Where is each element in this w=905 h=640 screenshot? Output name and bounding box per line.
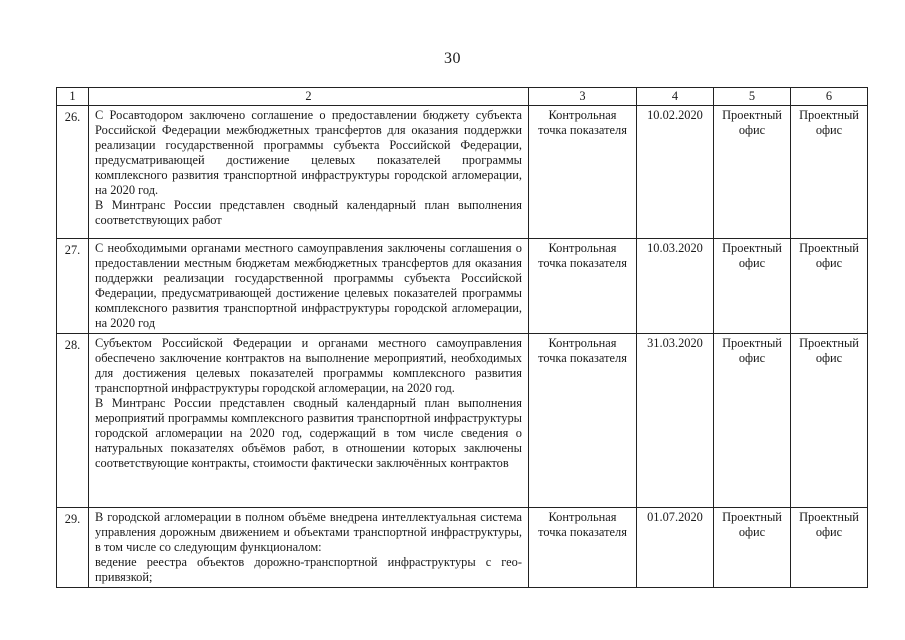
row-col5: Проектный офис [714,508,791,588]
row-col6: Проектный офис [791,239,868,334]
row-description [89,239,529,334]
row-date: 31.03.2020 [637,334,714,508]
description-paragraph: Субъектом Российской Федерации и органами местного самоуправления обеспечено заключение контрактов на выполнение мероприятий, необходимых для достижения целевых показателей программы комплексного развития транспортной инфраструктуры городской агломерации, на 2020 год. [95,336,522,395]
row-date: 10.02.2020 [637,106,714,239]
column-header-5: 5 [714,88,791,106]
description-paragraph: ведение реестра объектов дорожно-транспортной инфраструктуры с гео-привязкой; [95,555,522,584]
row-col5: Проектный офис [714,106,791,239]
row-col5: Проектный офис [714,239,791,334]
row-date: 10.03.2020 [637,239,714,334]
row-number: 26. [57,106,89,239]
row-number: 29. [57,508,89,588]
row-type: Контрольная точка показателя [529,239,637,334]
row-col6: Проектный офис [791,106,868,239]
row-description [89,508,529,588]
milestones-table [56,87,868,588]
description-paragraph: С необходимыми органами местного самоуправления заключены соглашения о предоставлении местным бюджетам межбюджетных трансфертов для оказания поддержки реализации государственной программы субъекта Российской Федерации, предусматривающей достижение целевых показателей программы комплексного развития транспортной инфраструктуры городской агломерации, на 2020 год [95,241,522,330]
table-row [57,334,868,508]
row-col6: Проектный офис [791,508,868,588]
table-header-row [57,88,868,106]
row-type: Контрольная точка показателя [529,508,637,588]
table-row [57,106,868,239]
row-number: 28. [57,334,89,508]
page-number: 30 [444,50,461,67]
column-header-1: 1 [57,88,89,106]
row-type: Контрольная точка показателя [529,106,637,239]
column-header-3: 3 [529,88,637,106]
column-header-2: 2 [89,88,529,106]
description-paragraph: В городской агломерации в полном объёме внедрена интеллектуальная система управления дорожным движением и объектами транспортной инфраструктуры, в том числе со следующим функционалом: [95,510,522,554]
table-row [57,239,868,334]
row-col5: Проектный офис [714,334,791,508]
column-header-4: 4 [637,88,714,106]
row-description [89,106,529,239]
description-paragraph: В Минтранс России представлен сводный календарный план выполнения соответствующих работ [95,198,522,227]
row-description [89,334,529,508]
row-type: Контрольная точка показателя [529,334,637,508]
table-row [57,508,868,588]
column-header-6: 6 [791,88,868,106]
row-number: 27. [57,239,89,334]
row-col6: Проектный офис [791,334,868,508]
description-paragraph: В Минтранс России представлен сводный календарный план выполнения мероприятий программы комплексного развития транспортной инфраструктуры городской агломерации на 2020 год, содержащий в том числе сведения о натуральных показателях объёмов работ, в отношении которых заключены соответствующие контракты, стоимости фактически заключённых контрактов [95,396,522,470]
row-date: 01.07.2020 [637,508,714,588]
description-paragraph: С Росавтодором заключено соглашение о предоставлении бюджету субъекта Российской Федерации межбюджетных трансфертов для оказания поддержки реализации государственной программы субъекта Российской Федерации, предусматривающей достижение целевых показателей программы комплексного развития транспортной инфраструктуры городской агломерации, на 2020 год. [95,108,522,197]
